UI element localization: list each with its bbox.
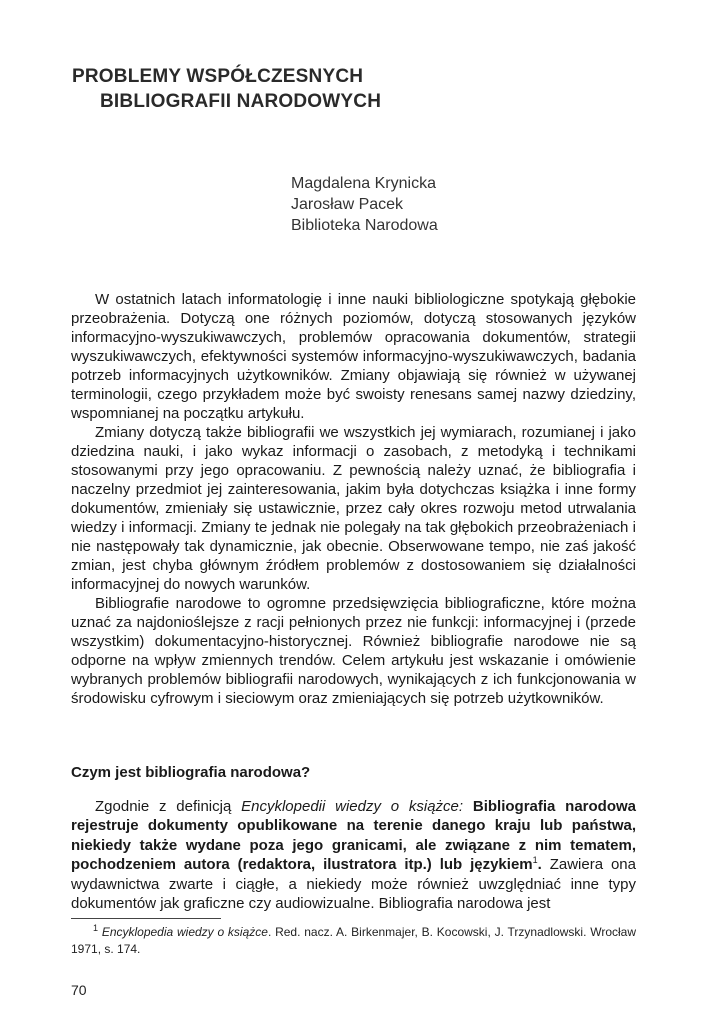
source-title: Encyklopedii wiedzy o książce: xyxy=(241,798,464,815)
footnote-text xyxy=(71,924,636,958)
paragraph: Bibliografie narodowe to ogromne przedsięwzięcia bibliograficzne, które można uznać za najdonioślejsze z racji pełnionych przez nie funkcji: informacyjnej i (przede wszystkim) dokumentacyjno-historycznej. Również bibliografie narodowe nie są odporne na wpływ zmiennych trendów. Celem artykułu jest wskazanie i omówienie wybranych problemów bibliografii narodowych, wynikających z ich funkcjonowania w środowisku cyfrowym i sieciowym oraz zmieniających się potrzeb użytkowników. xyxy=(71,595,636,707)
title-line-1: PROBLEMY WSPÓŁCZESNYCH xyxy=(72,66,364,87)
author-name: Magdalena Krynicka xyxy=(291,175,436,192)
section-heading: Czym jest bibliografia narodowa? xyxy=(71,764,311,781)
author-block xyxy=(291,173,438,236)
section-body xyxy=(71,797,636,913)
page-number: 70 xyxy=(71,982,87,998)
intro-section xyxy=(71,290,636,708)
paragraph-rest: Zawiera ona wydawnictwa zwarte i ciągłe, a niekiedy może również uwzględniać inne typy dokumentów jak graficzne czy audiowizualne. Bibliografia narodowa jest xyxy=(71,856,636,913)
paragraph-intro: Zgodnie z definicją xyxy=(95,798,242,815)
footnote-divider xyxy=(71,918,221,919)
author-name: Jarosław Pacek xyxy=(291,196,404,213)
paragraph xyxy=(71,797,636,913)
footnote-reference[interactable]: 1 xyxy=(532,855,538,866)
footnote-details: . Red. nacz. A. Birkenmajer, B. Kocowski, J. Trzynadlowski. Wrocław 1971, s. 174. xyxy=(71,925,636,956)
footnote xyxy=(71,924,636,958)
title-line-2: BIBLIOGRAFII NARODOWYCH xyxy=(100,91,382,112)
paragraph: Zmiany dotyczą także bibliografii we wszystkich jej wymiarach, rozumianej i jako dziedzina nauki, i jako wykaz informacji o zasobach, z metodyką i technikami stosowanymi przy jego opracowaniu. Z pewnością należy uznać, że bibliografia i naczelny przedmiot jej zainteresowania, jakim była dotychczas książka i inne formy dokumentów, zmieniały się ustawicznie, przez cały okres rozwoju metod utrwalania wiedzy i informacji. Zmiany te jednak nie polegały na tak głębokich przeobrażeniach i nie następowały tak dynamicznie, jak obecnie. Obserwowane tempo, nie zaś jakość zmian, jest chyba głównym źródłem problemów z dostosowaniem się działalności informacyjnej do nowych warunków. xyxy=(71,424,636,593)
paragraph: W ostatnich latach informatologię i inne nauki bibliologiczne spotykają głębokie przeobrażenia. Dotyczą one różnych poziomów, dotyczą stosowanych języków informacyjno-wyszukiwawczych, problemów opracowania dokumentów, strategii wyszukiwawczych, efektywności systemów informacyjno-wyszukiwawczych, badania potrzeb informacyjnych użytkowników. Zmiany objawiają się również w używanej terminologii, czego przykładem może być swoisty renesans samej nazwy dziedziny, wspomnianej na początku artykułu. xyxy=(71,291,636,422)
author-affiliation: Biblioteka Narodowa xyxy=(291,217,438,234)
definition-text: Bibliografia narodowa rejestruje dokumenty opublikowane na terenie danego kraju lub państwa, niekiedy także wydane poza jego granicami, ale związane z nim tematem, pochodzeniem autora (redaktora, ilustratora itp.) lub językiem xyxy=(71,798,637,874)
footnote-source: Encyklopedia wiedzy o książce xyxy=(101,925,268,939)
article-title xyxy=(72,64,381,114)
footnote-number: 1 xyxy=(93,923,99,933)
definition-end: . xyxy=(537,856,542,874)
